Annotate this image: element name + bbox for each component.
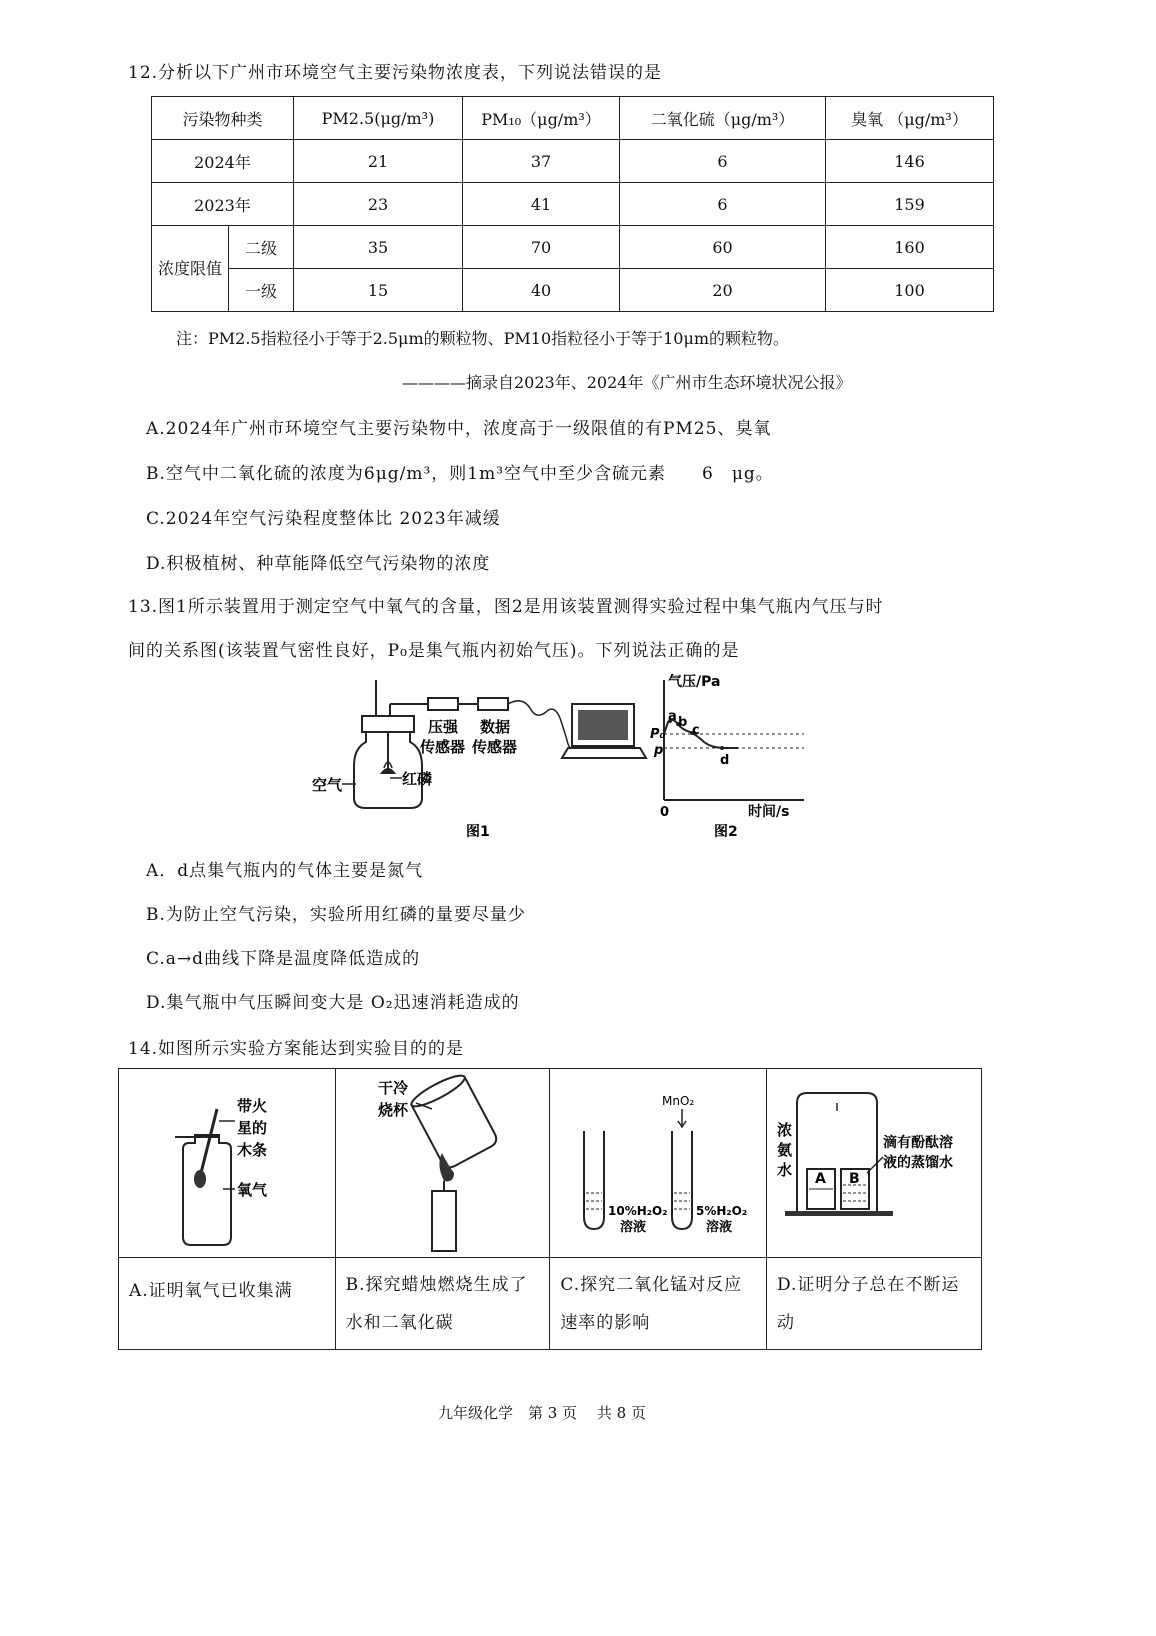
table-cell: 70: [463, 226, 620, 269]
q14-option-b: B.探究蜡烛燃烧生成了水和二氧化碳: [345, 1275, 528, 1333]
fig1-data-label-2: 传感器: [472, 738, 518, 756]
q13-stem-line1: 13.图1所示装置用于测定空气中氧气的含量，图2是用该装置测得实验过程中集气瓶内气压与时: [128, 597, 884, 617]
panel-c-right2: 溶液: [706, 1220, 733, 1235]
fig2-xlabel: 时间/s: [748, 804, 790, 820]
q12-option-b: B.空气中二氧化硫的浓度为6μg/m³，则1m³空气中至少含硫元素 6 μg。: [146, 464, 774, 484]
fig1-pressure-label-2: 传感器: [420, 738, 466, 756]
table-row: [152, 140, 994, 183]
fig2-ylabel: 气压/Pa: [668, 674, 721, 690]
table-cell: 6: [620, 140, 826, 183]
fig2-caption: 图2: [714, 824, 738, 840]
panel-a: [119, 1069, 336, 1258]
panel-a-label1: 带火: [237, 1097, 268, 1115]
panel-c-diagram: [550, 1069, 764, 1253]
panel-d-left2: 氨: [777, 1141, 793, 1159]
panel-c-left2: 溶液: [620, 1220, 647, 1235]
table-cell: 40: [463, 269, 620, 312]
q12-stem: 12.分析以下广州市环境空气主要污染物浓度表，下列说法错误的是: [128, 63, 663, 83]
panel-a-label3: 木条: [237, 1141, 268, 1159]
table-header-row: [152, 97, 994, 140]
panel-c-top: MnO₂: [662, 1094, 695, 1108]
panel-b-label1: 干冷: [377, 1079, 408, 1097]
table-cell: 146: [826, 140, 994, 183]
table-cell: 41: [463, 183, 620, 226]
page-footer: 九年级化学 第 3 页 共 8 页: [438, 1404, 646, 1422]
panel-c-right1: 5%H₂O₂: [696, 1204, 748, 1218]
panel-c-left1: 10%H₂O₂: [608, 1204, 668, 1218]
table-header-cell: 二氧化硫（μg/m³）: [620, 97, 826, 140]
q13-option-c: C.a→d曲线下降是温度降低造成的: [146, 949, 421, 969]
q13-option-a: A．d点集气瓶内的气体主要是氮气: [146, 861, 424, 881]
fig2-origin: 0: [660, 805, 670, 820]
table-header-cell: PM₁₀（μg/m³）: [463, 97, 620, 140]
q12-option-a: A.2024年广州市环境空气主要污染物中，浓度高于一级限值的有PM25、臭氧: [146, 419, 772, 439]
table-cell: 6: [620, 183, 826, 226]
experiment-table: [118, 1068, 982, 1350]
panel-a-label2: 星的: [237, 1119, 268, 1137]
q14-option-a: A.证明氧气已收集满: [129, 1281, 293, 1301]
row-label: 一级: [229, 269, 294, 312]
panel-d-left3: 水: [777, 1161, 793, 1179]
row-label: 2024年: [152, 140, 294, 183]
panel-b: [335, 1069, 550, 1258]
q14-option-c: C.探究二氧化锰对反应速率的影响: [560, 1275, 743, 1333]
table-cell: 20: [620, 269, 826, 312]
panel-d-left1: 浓: [777, 1121, 793, 1139]
panel-d-beaker-a: A: [815, 1171, 826, 1187]
panel-d-beaker-b: B: [849, 1171, 860, 1187]
fig1-phosphorus-label: 红磷: [402, 770, 433, 788]
q14-option-d: D.证明分子总在不断运动: [777, 1275, 960, 1333]
table-row: [152, 269, 994, 312]
panel-a-label4: 氧气: [237, 1181, 268, 1199]
q12-note: 注：PM2.5指粒径小于等于2.5μm的颗粒物、PM10指粒径小于等于10μm的颗粒物。: [176, 329, 790, 348]
fig2-p0-label: P₀: [650, 727, 666, 742]
pollutant-table: [151, 96, 994, 312]
table-cell: 37: [463, 140, 620, 183]
panel-c: [550, 1069, 767, 1258]
row-label: 二级: [229, 226, 294, 269]
panel-d: [767, 1069, 982, 1258]
table-cell: 159: [826, 183, 994, 226]
row-label: 2023年: [152, 183, 294, 226]
table-header-cell: PM2.5(μg/m³): [294, 97, 463, 140]
table-cell: 15: [294, 269, 463, 312]
q13-stem-line2: 间的关系图(该装置气密性良好，P₀是集气瓶内初始气压)。下列说法正确的是: [128, 641, 740, 661]
table-header-cell: 臭氧 （μg/m³）: [826, 97, 994, 140]
fig2-point-d: d: [720, 753, 730, 768]
table-cell: 160: [826, 226, 994, 269]
option-cell: [550, 1258, 767, 1350]
panel-b-diagram: [336, 1069, 548, 1253]
figure2-pressure-graph: [648, 674, 810, 844]
table-cell: 35: [294, 226, 463, 269]
fig1-data-label-1: 数据: [480, 718, 511, 736]
q12-source: ————摘录自2023年、2024年《广州市生态环境状况公报》: [402, 373, 852, 392]
fig1-pressure-label-1: 压强: [428, 718, 459, 736]
fig2-p-label: p: [654, 743, 664, 758]
figure1-apparatus: [310, 676, 650, 841]
limit-label: 浓度限值: [152, 226, 229, 312]
q13-option-b: B.为防止空气污染，实验所用红磷的量要尽量少: [146, 905, 526, 925]
table-row: [152, 183, 994, 226]
table-cell: 21: [294, 140, 463, 183]
panel-d-right2: 液的蒸馏水: [883, 1155, 953, 1171]
fig1-caption: 图1: [466, 824, 490, 840]
q12-option-c: C.2024年空气污染程度整体比 2023年减缓: [146, 509, 501, 529]
table-cell: 100: [826, 269, 994, 312]
fig2-point-c: c: [692, 723, 700, 738]
panel-d-diagram: [767, 1069, 981, 1253]
table-row: [152, 226, 994, 269]
q13-option-d: D.集气瓶中气压瞬间变大是 O₂迅速消耗造成的: [146, 993, 520, 1013]
option-cell: [119, 1258, 336, 1350]
panel-b-label2: 烧杯: [377, 1101, 408, 1119]
table-cell: 23: [294, 183, 463, 226]
table-header-cell: 污染物种类: [152, 97, 294, 140]
panel-d-right1: 滴有酚酞溶: [883, 1135, 953, 1151]
option-cell: [767, 1258, 982, 1350]
table-cell: 60: [620, 226, 826, 269]
fig2-point-b: b: [678, 715, 688, 730]
option-cell: [335, 1258, 550, 1350]
fig2-point-a: a: [668, 709, 677, 724]
q12-option-d: D.积极植树、种草能降低空气污染物的浓度: [146, 554, 491, 574]
fig1-air-label: 空气: [312, 776, 343, 794]
panel-a-diagram: [119, 1069, 333, 1253]
q14-stem: 14.如图所示实验方案能达到实验目的的是: [128, 1039, 465, 1059]
